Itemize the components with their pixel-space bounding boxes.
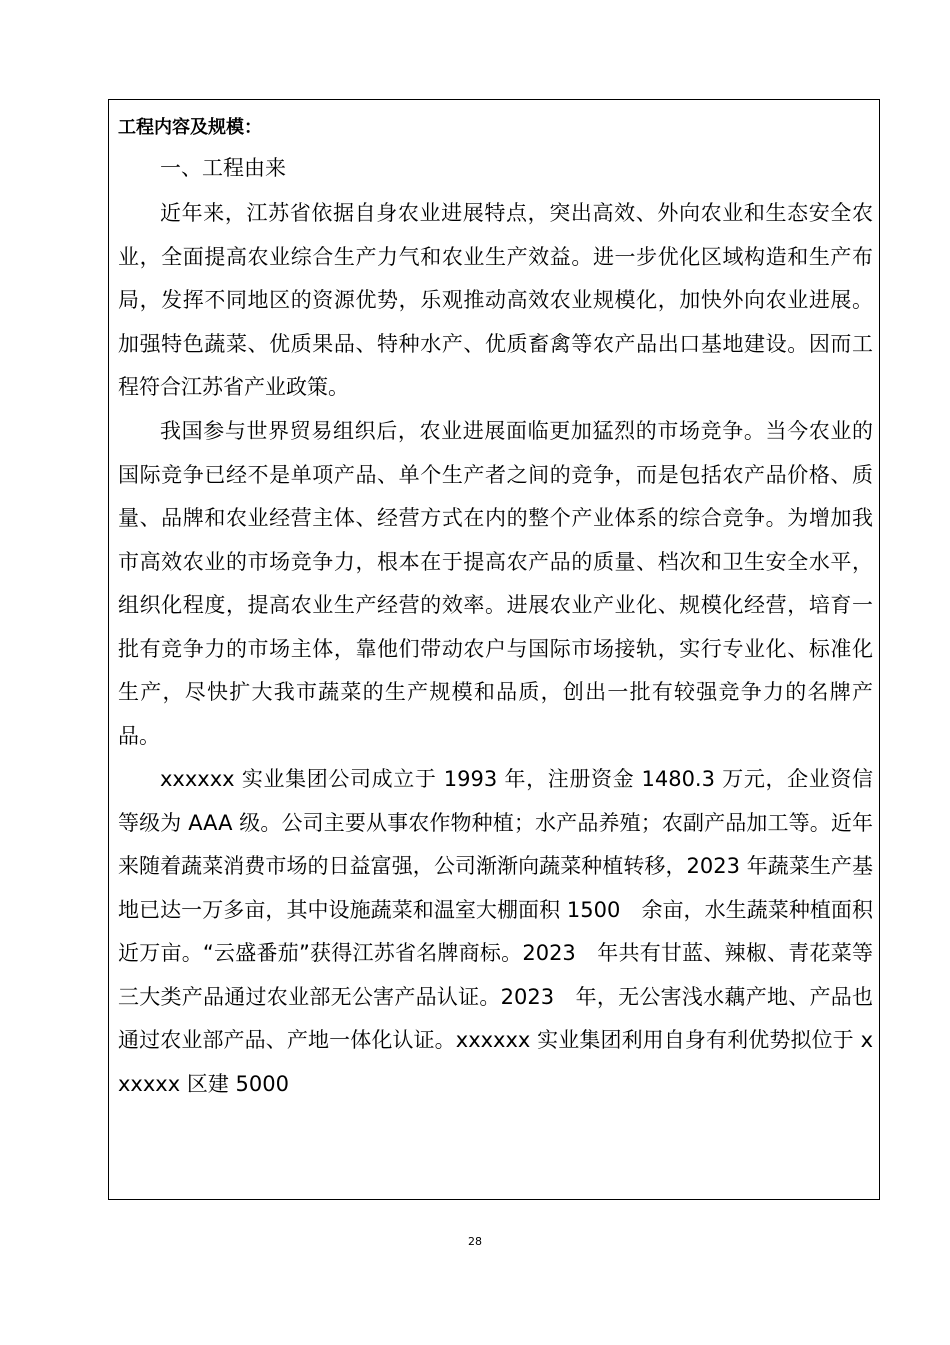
- page-number: 28: [468, 1235, 482, 1248]
- section-heading: 工程内容及规模：: [118, 117, 262, 138]
- paragraph: xxxxxx 实业集团公司成立于 1993 年，注册资金 1480.3 万元，企业资信等级为 AAA 级。公司主要从事农作物种植；水产品养殖；农副产品加工等。近年来随着蔬菜消费市场的日益富强，公司渐渐向蔬菜种植转移，2023 年蔬菜生产基地已达一万多亩，其中设施蔬菜和温室大棚面积 1500 余亩，水生蔬菜种植面积近万亩。“云盛番茄”获得江苏省名牌商标。2023 年共有甘蓝、辣椒、青花菜等三大类产品通过农业部无公害产品认证。2023 年，无公害浅水藕产地、产品也通过农业部产品、产地一体化认证。xxxxxx 实业集团利用自身有利优势拟位于 xxxxxx 区建 5000: [118, 767, 873, 1096]
- paragraph: 近年来，江苏省依据自身农业进展特点，突出高效、外向农业和生态安全农业，全面提高农业综合生产力气和农业生产效益。进一步优化区域构造和生产布局，发挥不同地区的资源优势，乐观推动高效农业规模化，加快外向农业进展。加强特色蔬菜、优质果品、特种水产、优质畜禽等农产品出口基地建设。因而工程符合江苏省产业政策。: [118, 201, 873, 399]
- subsection-title: 一、工程由来: [160, 156, 286, 180]
- paragraph: 我国参与世界贸易组织后，农业进展面临更加猛烈的市场竞争。当今农业的国际竞争已经不是单项产品、单个生产者之间的竞争，而是包括农产品价格、质量、品牌和农业经营主体、经营方式在内的整个产业体系的综合竞争。为增加我市高效农业的市场竞争力，根本在于提高农产品的质量、档次和卫生安全水平，组织化程度，提高农业生产经营的效率。进展农业产业化、规模化经营，培育一批有竞争力的市场主体，靠他们带动农户与国际市场接轨，实行专业化、标准化生产，尽快扩大我市蔬菜的生产规模和品质，创出一批有较强竞争力的名牌产品。: [118, 419, 873, 748]
